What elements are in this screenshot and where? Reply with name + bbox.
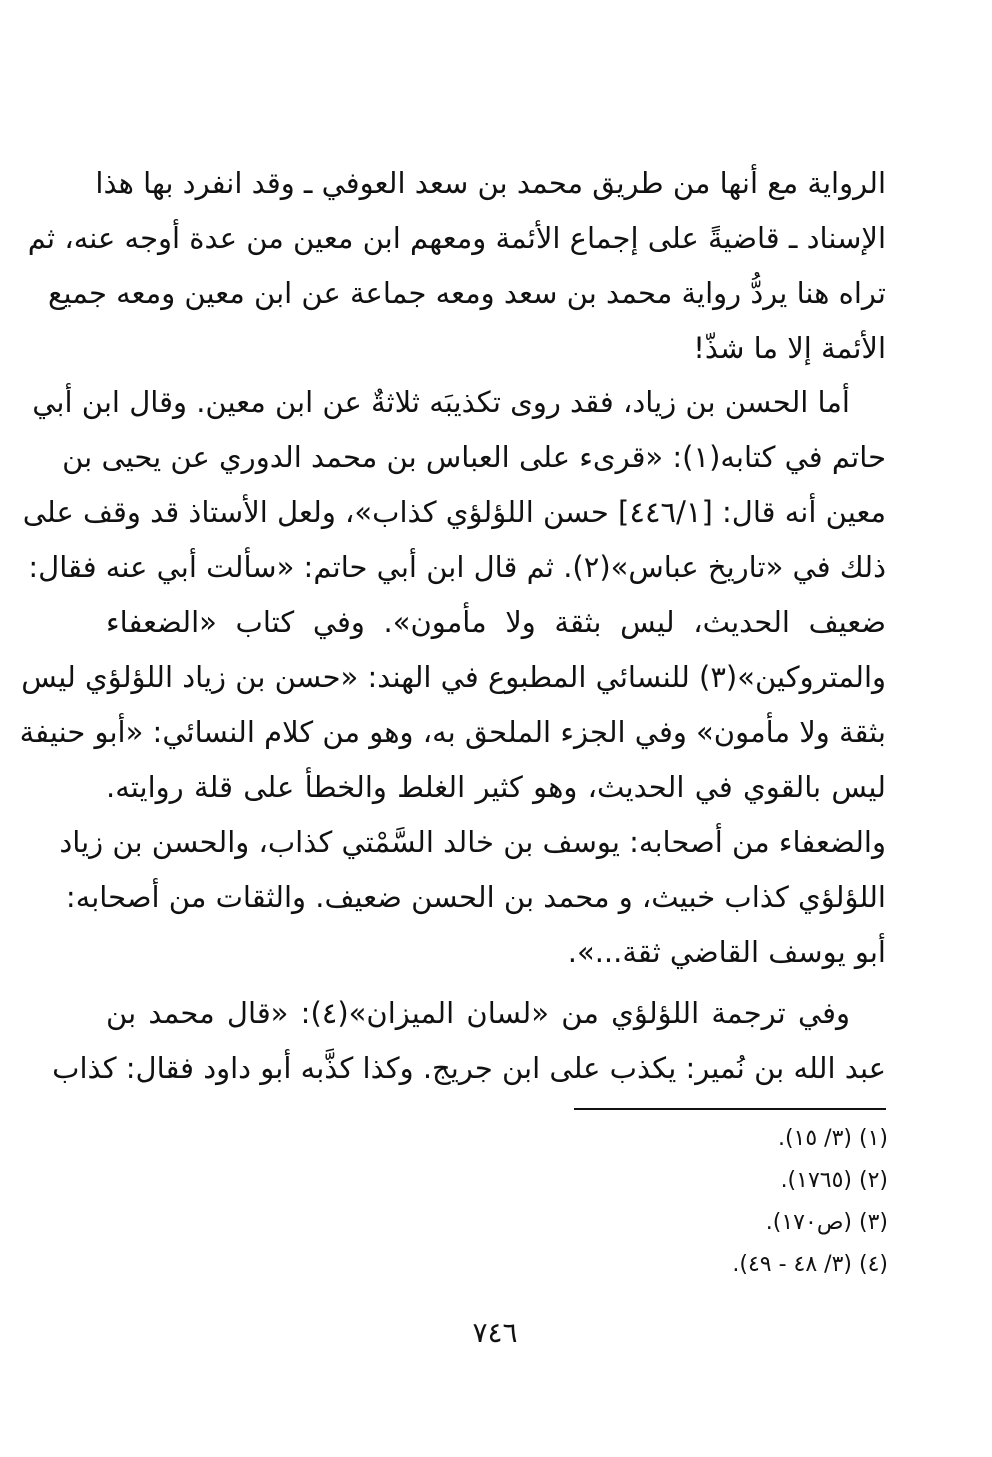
- text-line: ضعيف الحديث، ليس بثقة ولا مأمون». وفي كتاب «الضعفاء: [106, 605, 886, 639]
- text-line: أبو يوسف القاضي ثقة...».: [567, 935, 886, 969]
- text-line: عبد الله بن نُمير: يكذب على ابن جريج. وكذا كذَّبه أبو داود فقال: كذاب: [52, 1051, 886, 1085]
- text-line: اللؤلؤي كذاب خبيث، و محمد بن الحسن ضعيف. والثقات من أصحابه:: [65, 880, 886, 914]
- text-line: حاتم في كتابه(١): «قرىء على العباس بن محمد الدوري عن يحيى بن: [62, 440, 886, 474]
- paragraph-2: [19, 375, 886, 980]
- text-line: الإسناد ـ قاضيةً على إجماع الأئمة ومعهم ابن معين من عدة أوجه عنه، ثم: [27, 221, 886, 255]
- text-line: والمتروكين»(٣) للنسائي المطبوع في الهند: «حسن بن زياد اللؤلؤي ليس: [21, 660, 886, 694]
- text-line: ليس بالقوي في الحديث، وهو كثير الغلط والخطأ على قلة روايته.: [106, 770, 886, 804]
- text-line: ذلك في «تاريخ عباس»(٢). ثم قال ابن أبي حاتم: «سألت أبي عنه فقال:: [28, 550, 886, 584]
- text-line: تراه هنا يردُّ رواية محمد بن سعد ومعه جماعة عن ابن معين ومعه جميع: [48, 276, 886, 310]
- footnote: (٣) (ص١٧٠).: [765, 1210, 888, 1235]
- paragraph-3: [52, 986, 886, 1096]
- text-line: الأئمة إلا ما شذّ!: [693, 331, 886, 365]
- footnote: (٤) (٣/ ٤٨ - ٤٩).: [732, 1252, 888, 1277]
- text-line: أما الحسن بن زياد، فقد روى تكذيبَه ثلاثةٌ عن ابن معين. وقال ابن أبي: [32, 385, 850, 419]
- text-line: وفي ترجمة اللؤلؤي من «لسان الميزان»(٤): «قال محمد بن: [106, 996, 850, 1030]
- text-line: والضعفاء من أصحابه: يوسف بن خالد السَّمْتي كذاب، والحسن بن زياد: [59, 825, 886, 859]
- footnotes-list: [400, 1118, 888, 1286]
- footnote: (١) (٣/ ١٥).: [777, 1126, 888, 1151]
- text-line: معين أنه قال: [٤٤٦/١] حسن اللؤلؤي كذاب»، ولعل الأستاذ قد وقف على: [22, 495, 886, 529]
- page-number: ٧٤٦: [472, 1316, 518, 1349]
- text-line: الرواية مع أنها من طريق محمد بن سعد العوفي ـ وقد انفرد بها هذا: [95, 166, 886, 200]
- paragraph-1: [27, 156, 886, 376]
- footnote: (٢) (١٧٦٥).: [780, 1168, 888, 1193]
- footnote-separator: [574, 1108, 886, 1110]
- text-line: بثقة ولا مأمون» وفي الجزء الملحق به، وهو من كلام النسائي: «أبو حنيفة: [19, 715, 886, 749]
